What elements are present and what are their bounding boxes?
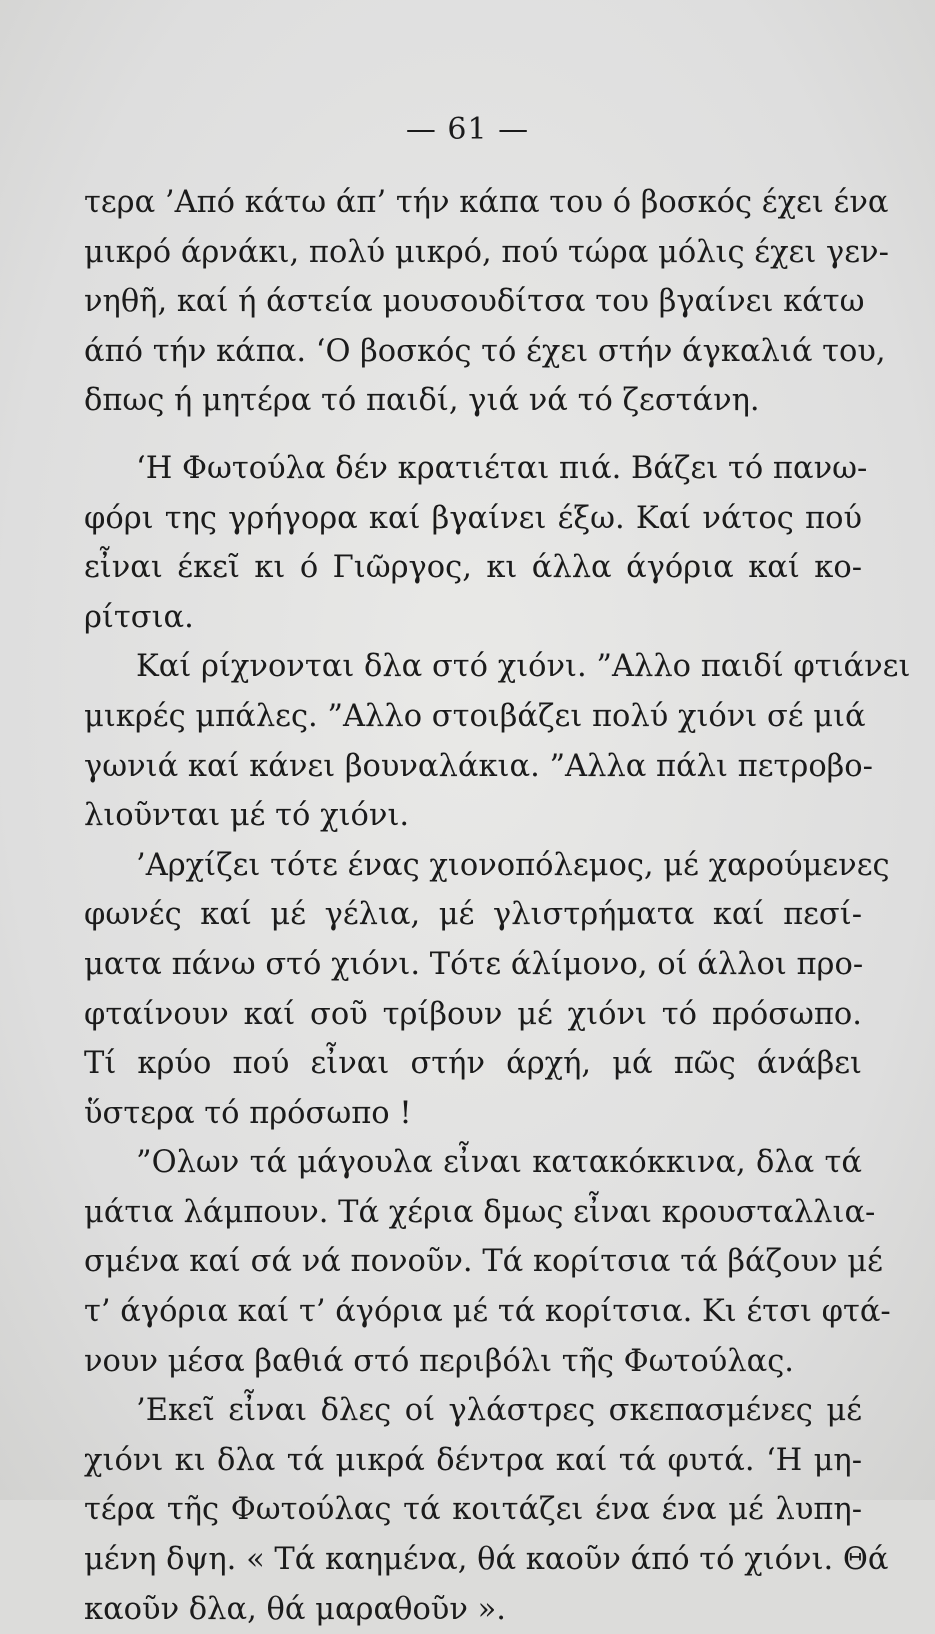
text-line: Καί ρίχνονται δλα στό χιόνι. ”Αλλο παιδί φτιάνει — [136, 649, 911, 685]
text-line: ’Αρχίζει τότε ένας χιονοπόλεμος, μέ χαρούμενες — [136, 847, 890, 883]
text-line: σμένα καί σά νά πονοῦν. Τά κορίτσια τά βάζουν μέ — [84, 1244, 883, 1280]
text-line: τ’ άγόρια καί τ’ άγόρια μέ τά κορίτσια. Κι έτσι φτά- — [84, 1294, 891, 1330]
text-line: γωνιά καί κάνει βουναλάκια. ”Αλλα πάλι πετροβο- — [84, 748, 873, 784]
page-number: — 61 — — [405, 112, 530, 147]
text-line: τερα ’Από κάτω άπ’ τήν κάπα του ό βοσκός έχει ένα — [84, 185, 889, 220]
text-line: τέρα τῆς Φωτούλας τά κοιτάζει ένα ένα μέ λυπη- — [84, 1492, 862, 1528]
text-line: ”Ολων τά μάγουλα εἶναι κατακόκκινα, δλα τά — [136, 1145, 862, 1181]
text-line: φόρι της γρήγορα καί βγαίνει έξω. Καί νάτος πού — [84, 500, 862, 536]
text-line: χιόνι κι δλα τά μικρά δέντρα καί τά φυτά. ‘Η μη- — [84, 1442, 862, 1478]
paragraph — [84, 444, 868, 642]
text-line: μένη δψη. « Τά καημένα, θά καοῦν άπό τό χιόνι. Θά — [84, 1542, 889, 1578]
paragraph — [84, 642, 911, 840]
text-line: Τί κρύο πού εἶναι στήν άρχή, μά πῶς άνάβει — [84, 1046, 862, 1082]
text-line: μικρές μπάλες. ”Αλλο στοιβάζει πολύ χιόνι σέ μιά — [84, 698, 866, 734]
text-line: φταίνουν καί σοῦ τρίβουν μέ χιόνι τό πρόσωπο. — [84, 996, 862, 1032]
text-line: μικρό άρνάκι, πολύ μικρό, πού τώρα μόλις έχει γεν- — [84, 234, 889, 270]
text-line: νουν μέσα βαθιά στό περιβόλι τῆς Φωτούλας. — [84, 1343, 795, 1379]
paragraph — [84, 178, 889, 426]
paragraph — [84, 1386, 889, 1634]
text-line: ματα πάνω στό χιόνι. Τότε άλίμονο, οί άλλοι προ- — [84, 946, 864, 982]
body-text — [84, 178, 911, 1634]
text-line: εἶναι έκεῖ κι ό Γιῶργος, κι άλλα άγόρια καί κο- — [84, 550, 862, 586]
paragraph — [84, 841, 890, 1139]
text-line: άπό τήν κάπα. ‘Ο βοσκός τό έχει στήν άγκαλιά του, — [84, 333, 886, 369]
text-line: νηθῆ, καί ή άστεία μουσουδίτσα του βγαίνει κάτω — [84, 284, 865, 320]
text-line: ’Εκεῖ εἶναι δλες οί γλάστρες σκεπασμένες μέ — [136, 1393, 862, 1429]
text-line: λιοῦνται μέ τό χιόνι. — [84, 798, 410, 834]
text-line: δπως ή μητέρα τό παιδί, γιά νά τό ζεστάνη. — [84, 383, 760, 419]
text-line: φωνές καί μέ γέλια, μέ γλιστρήματα καί πεσί- — [84, 897, 862, 933]
text-line: καοῦν δλα, θά μαραθοῦν ». — [84, 1591, 506, 1627]
text-line: ρίτσια. — [84, 599, 194, 635]
text-line: ‘Η Φωτούλα δέν κρατιέται πιά. Βάζει τό πανω- — [136, 450, 868, 486]
paragraph — [84, 1138, 891, 1386]
text-line: μάτια λάμπουν. Τά χέρια δμως εἶναι κρουσταλλια- — [84, 1194, 876, 1230]
text-line: ὕστερα τό πρόσωπο ! — [84, 1095, 412, 1131]
